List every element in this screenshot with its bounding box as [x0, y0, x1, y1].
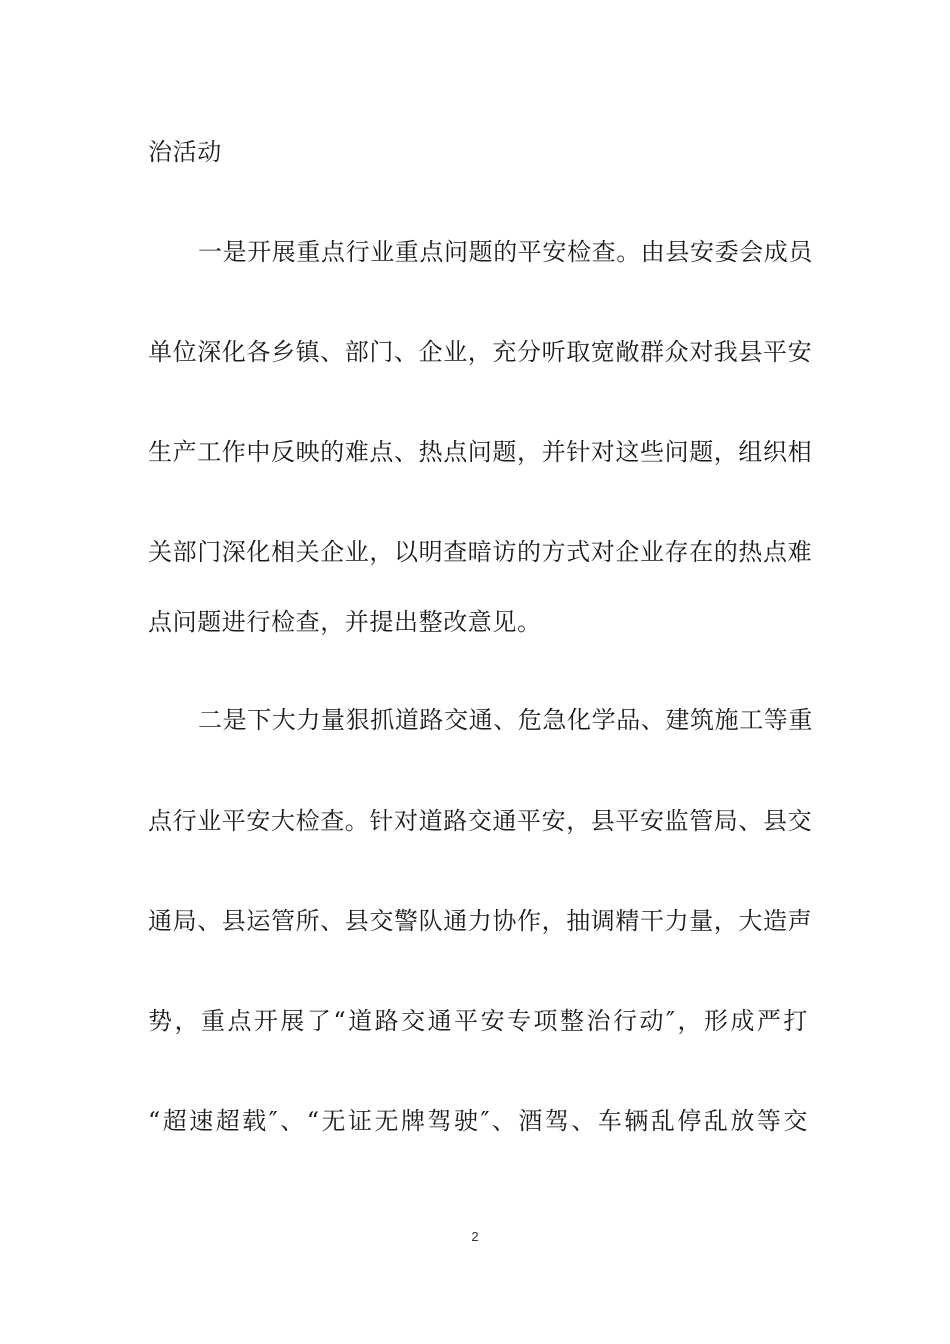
text-line-8: 点行业平安大检查。针对道路交通平安，县平安监管局、县交 — [148, 807, 813, 835]
text-line-9: 通局、县运管所、县交警队通力协作，抽调精干力量，大造声 — [148, 907, 813, 935]
text-line-3: 单位深化各乡镇、部门、企业，充分听取宽敞群众对我县平安 — [148, 338, 813, 366]
text-line-5: 关部门深化相关企业，以明查暗访的方式对企业存在的热点难 — [148, 538, 813, 566]
text-line-6: 点问题进行检查，并提出整改意见。 — [148, 608, 542, 636]
text-line-2: 一是开展重点行业重点问题的平安检查。由县安委会成员 — [198, 238, 813, 266]
page-number: 2 — [471, 1229, 479, 1244]
text-line-10: 势，重点开展了“道路交通平安专项整治行动″，形成严打 — [148, 1007, 808, 1035]
text-line-1: 治活动 — [148, 138, 222, 166]
text-line-7: 二是下大力量狠抓道路交通、危急化学品、建筑施工等重 — [198, 706, 813, 734]
text-line-4: 生产工作中反映的难点、热点问题，并针对这些问题，组织相 — [148, 438, 813, 466]
text-line-11: “超速超载″、“无证无牌驾驶″、酒驾、车辆乱停乱放等交 — [148, 1107, 808, 1135]
